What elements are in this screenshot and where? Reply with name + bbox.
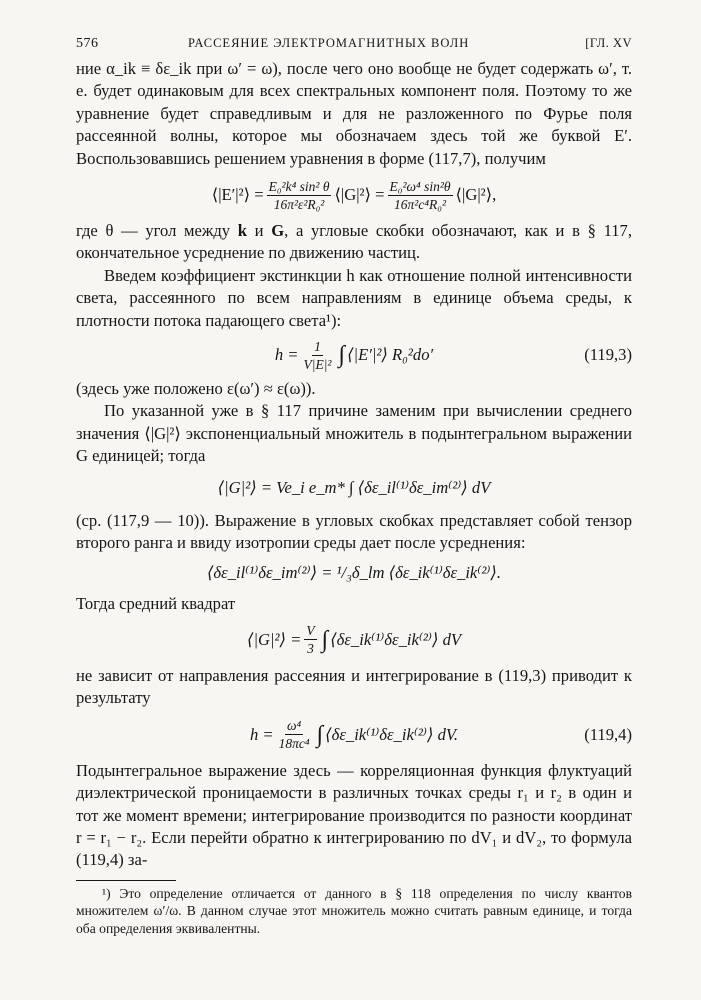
fraction-3: $\frac{1}{\text{V|E|²}}$: [303, 338, 332, 372]
body-text: [76, 58, 632, 872]
paragraph-5: По указанной уже в § 117 причине заменим при вычислении среднего значения ⟨|G|²⟩ экспоненциальный множитель в подынтегральном выражении G единицей; тогда: [76, 401, 632, 466]
integral-sign: ∫: [316, 721, 324, 748]
chapter-label: [ГЛ. XV: [585, 36, 632, 50]
equation-scattered-field: ⟨|E′|²⟩ = $\frac{\text{E₀²k⁴ sin² θ}}{\text{16π²ε²R₀²}}$ ⟨|G|²⟩ = $\frac{\text{E₀²ω⁴ sin²θ}}{\text{16π²c⁴R₀²}}$ ⟨|G|²⟩,: [211, 178, 497, 212]
equation-g-squared: ⟨|G|²⟩ = Ve_i e_m* ∫ ⟨δε_il⁽¹⁾δε_im⁽²⁾⟩ dV: [217, 478, 491, 498]
equation-number: (119,4): [584, 724, 632, 744]
running-title: РАССЕЯНИЕ ЭЛЕКТРОМАГНИТНЫХ ВОЛН: [188, 36, 470, 50]
fraction-2: $\frac{\text{E₀²ω⁴ sin²θ}}{\text{16π²c⁴R₀²}}$: [389, 178, 451, 212]
integral-sign: ∫: [338, 342, 346, 369]
paragraph-2: где θ — угол между k и G, а угловые скобки обозначают, как и в § 117, окончательное усреднение по движению частиц.: [76, 221, 632, 263]
paragraph-6: (ср. (117,9 — 10)). Выражение в угловых скобках представляет собой тензор второго ранга и ввиду изотропии среды дает после усреднения:: [76, 510, 632, 553]
integral-sign: ∫: [321, 626, 329, 653]
paragraph-8: не зависит от направления рассеяния и интегрирование в (119,3) приводит к результату: [76, 665, 632, 708]
equation-number: (119,3): [584, 344, 632, 364]
footnote-mark: ¹): [102, 885, 111, 901]
equation-119-4: h = $\frac{\text{ω⁴}}{\text{18πc⁴}}$ ∫ ⟨δε_ik⁽¹⁾δε_ik⁽²⁾⟩ dV. (119,4): [249, 718, 632, 752]
fraction-4: $\frac{V}{3}$: [306, 623, 315, 657]
paragraph-7: Тогда средний квадрат: [76, 593, 236, 613]
page: [76, 36, 632, 937]
footnote: [76, 885, 632, 937]
page-number: 576: [76, 36, 99, 51]
footnote-text: Это определение отличается от данного в § 118 определения по числу квантов множителем ω′/ω. В данном случае этот множитель можно считать равным единице, и тогда оба определения эквивалентны.: [76, 885, 632, 936]
paragraph-1: ние α_ik ≡ δε_ik при ω′ = ω), после чего оно вообще не будет содержать ω′, т. е. будет одинаковым для всех спектральных компонент поля. Поэтому то же уравнение будет справедливым и для не разложенного по Фурье поля рассеянной волны, которое мы обозначаем здесь той же буквой E′. Воспользовавшись решением уравнения в форме (117,7), получим: [76, 59, 632, 168]
equation-mean-square: ⟨|G|²⟩ = $\frac{V}{3}$ ∫ ⟨δε_ik⁽¹⁾δε_ik⁽²⁾⟩ dV: [246, 623, 462, 657]
running-header: [76, 36, 632, 58]
paragraph-9: Подынтегральное выражение здесь — корреляционная функция флуктуаций диэлектрической проницаемости в различных точках среды r₁ и r₂ в один и тот же момент времени; интегрирование производится по разности координат r = r₁ − r₂. Если перейти обратно к интегрированию по dV₁ и dV₂, то формула (119,4) за-: [76, 760, 632, 870]
footnote-divider: [76, 880, 176, 881]
paragraph-4: (здесь уже положено ε(ω′) ≈ ε(ω)).: [76, 379, 316, 399]
equation-isotropy: ⟨δε_il⁽¹⁾δε_im⁽²⁾⟩ = ¹/₃δ_lm ⟨δε_ik⁽¹⁾δε_ik⁽²⁾⟩.: [206, 563, 502, 583]
paragraph-3: Введем коэффициент экстинкции h как отношение полной интенсивности света, рассеянного по всем направлениям в единице объема среды, к плотности потока падающего света¹):: [76, 265, 632, 330]
equation-119-3: h = $\frac{1}{\text{V|E|²}}$ ∫ ⟨|E′|²⟩ R₀²do′ (119,3): [274, 338, 632, 372]
fraction-5: $\frac{\text{ω⁴}}{\text{18πc⁴}}$: [278, 718, 310, 752]
fraction-1: $\frac{\text{E₀²k⁴ sin² θ}}{\text{16π²ε²R₀²}}$: [268, 178, 330, 212]
